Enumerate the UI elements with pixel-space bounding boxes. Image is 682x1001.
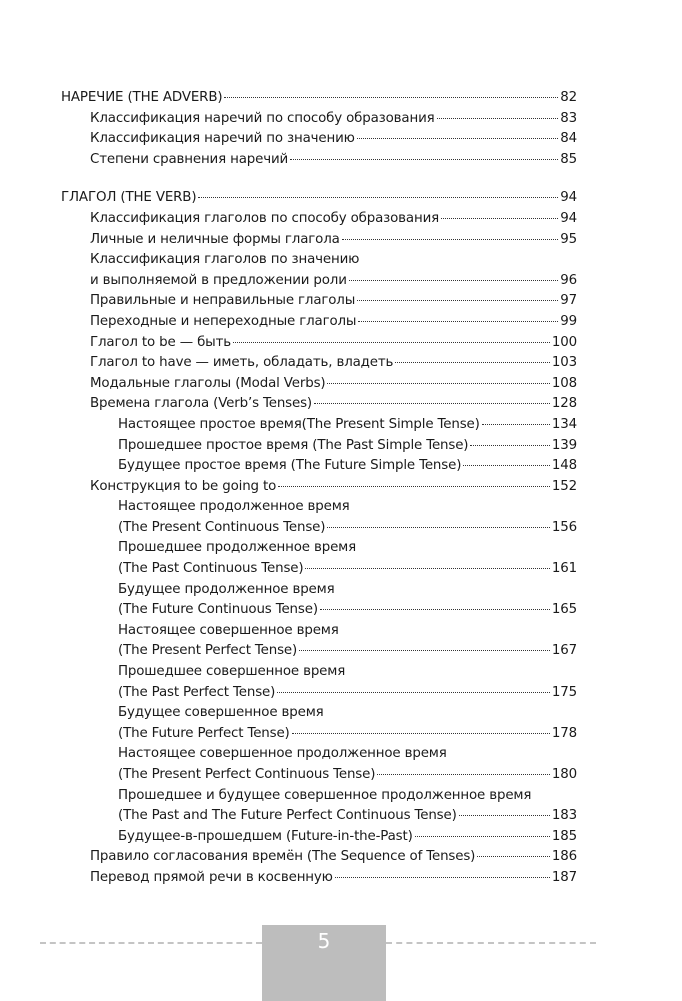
toc-entry[interactable] <box>61 827 577 848</box>
toc-entry-page: 148 <box>551 458 577 474</box>
toc-entry-title: Модальные глаголы (Modal Verbs) <box>90 375 326 391</box>
toc-entry[interactable] <box>61 436 577 457</box>
toc-entry-page: 156 <box>551 519 577 535</box>
toc-entry-title: Будущее простое время (The Future Simple Tense) <box>118 458 462 474</box>
toc-entry[interactable] <box>61 415 577 436</box>
page-number-box <box>262 925 386 1001</box>
dot-leader <box>327 527 550 528</box>
toc-entry-page: 94 <box>560 190 577 206</box>
toc-entry[interactable] <box>61 600 577 621</box>
toc-entry[interactable] <box>61 150 577 171</box>
toc-section <box>61 88 577 170</box>
dot-leader <box>358 321 558 322</box>
toc-entry[interactable] <box>61 312 577 333</box>
dot-leader <box>342 239 559 240</box>
toc-entry-page: 128 <box>551 396 577 412</box>
toc-entry[interactable] <box>61 559 577 580</box>
toc-entry[interactable] <box>61 230 577 251</box>
toc-entry-title: Личные и неличные формы глагола <box>90 231 340 247</box>
toc-entry-title: (The Present Continuous Tense) <box>118 519 326 535</box>
toc-entry-page: 186 <box>551 849 577 865</box>
toc-entry-lead-line: Прошедшее и будущее совершенное продолженное время <box>118 787 532 803</box>
toc-entry[interactable] <box>61 477 577 498</box>
dot-leader <box>320 609 550 610</box>
dot-leader <box>395 362 550 363</box>
dot-leader <box>357 300 558 301</box>
toc-entry-page: 82 <box>560 90 577 105</box>
dot-leader <box>198 197 558 198</box>
toc-entry[interactable] <box>61 129 577 150</box>
dot-leader <box>463 465 550 466</box>
toc-entry-page: 103 <box>551 355 577 371</box>
dot-leader <box>224 97 558 98</box>
toc-entry-title: Перевод прямой речи в косвенную <box>90 869 333 885</box>
toc-entry-lead-line: Будущее совершенное время <box>118 705 324 721</box>
dot-leader <box>357 138 558 139</box>
toc-entry-page: 84 <box>560 131 577 147</box>
dot-leader <box>299 650 550 651</box>
toc-entry-title: Классификация наречий по способу образования <box>90 110 435 126</box>
toc-entry[interactable] <box>61 291 577 312</box>
dot-leader <box>292 733 550 734</box>
toc-entry-page: 97 <box>560 293 577 309</box>
toc-entry-lead-line: Настоящее совершенное продолженное время <box>118 746 447 762</box>
toc-chapter-entry[interactable] <box>61 88 577 109</box>
toc-entry[interactable] <box>61 518 577 539</box>
toc-entry-lead-line: Настоящее продолженное время <box>118 499 350 515</box>
toc-entry-title: Переходные и непереходные глаголы <box>90 313 357 329</box>
toc-entry-page: 183 <box>551 808 577 824</box>
dot-leader <box>415 836 550 837</box>
toc-entry-title: Классификация глаголов по способу образования <box>90 210 440 226</box>
toc-entry-page: 187 <box>551 869 577 885</box>
toc-entry-page: 161 <box>551 561 577 577</box>
toc-entry[interactable] <box>61 765 577 786</box>
page-footer <box>0 925 682 1001</box>
table-of-contents <box>61 88 577 907</box>
toc-entry-title: НАРЕЧИЕ (THE ADVERB) <box>61 90 223 105</box>
toc-entry-page: 108 <box>551 375 577 391</box>
toc-entry[interactable] <box>61 847 577 868</box>
toc-entry-title: Прошедшее простое время (The Past Simple Tense) <box>118 437 469 453</box>
toc-section <box>61 188 577 888</box>
toc-entry[interactable] <box>61 806 577 827</box>
toc-entry-page: 96 <box>560 272 577 288</box>
toc-entry[interactable] <box>61 374 577 395</box>
toc-entry[interactable] <box>61 394 577 415</box>
toc-chapter-entry[interactable] <box>61 188 577 209</box>
toc-entry-page: 175 <box>551 684 577 700</box>
dot-leader <box>377 774 550 775</box>
dot-leader <box>477 856 550 857</box>
toc-entry-page: 152 <box>551 478 577 494</box>
dot-leader <box>482 424 550 425</box>
toc-entry-page: 185 <box>551 828 577 844</box>
toc-entry[interactable] <box>61 109 577 130</box>
toc-entry-lead-line: Классификация глаголов по значению <box>90 252 360 268</box>
toc-entry-title: (The Past Continuous Tense) <box>118 561 304 577</box>
toc-entry-title: (The Past Perfect Tense) <box>118 684 276 700</box>
toc-entry-page: 100 <box>551 334 577 350</box>
dot-leader <box>277 692 550 693</box>
toc-entry[interactable] <box>61 683 577 704</box>
toc-entry[interactable] <box>61 333 577 354</box>
dot-leader <box>278 486 550 487</box>
toc-entry-title: (The Past and The Future Perfect Continuous Tense) <box>118 808 457 824</box>
toc-entry-lead-line: Прошедшее продолженное время <box>118 540 357 556</box>
toc-entry[interactable] <box>61 209 577 230</box>
toc-entry[interactable] <box>61 641 577 662</box>
dot-leader <box>459 815 550 816</box>
dot-leader <box>305 568 549 569</box>
toc-entry-lead-line: Настоящее совершенное время <box>118 622 339 638</box>
toc-entry-title: (The Present Perfect Tense) <box>118 643 298 659</box>
toc-entry-lead-line: Прошедшее совершенное время <box>118 664 346 680</box>
toc-entry-title: (The Future Perfect Tense) <box>118 725 290 741</box>
toc-entry-page: 94 <box>560 210 577 226</box>
toc-entry-page: 167 <box>551 643 577 659</box>
toc-entry-title: Классификация наречий по значению <box>90 131 355 147</box>
toc-entry-title: Будущее-в-прошедшем (Future-in-the-Past) <box>118 828 413 844</box>
toc-entry-title: Правило согласования времён (The Sequence of Tenses) <box>90 849 476 865</box>
dot-leader <box>349 280 558 281</box>
toc-entry-title: Глагол to have — иметь, обладать, владеть <box>90 355 394 371</box>
toc-entry-title: Степени сравнения наречий <box>90 151 289 167</box>
toc-entry-page: 134 <box>551 416 577 432</box>
toc-entry-title: Глагол to be — быть <box>90 334 231 350</box>
toc-entry-lead-line: Будущее продолженное время <box>118 581 335 597</box>
toc-entry[interactable] <box>61 724 577 745</box>
toc-entry-title: ГЛАГОЛ (THE VERB) <box>61 190 197 206</box>
footer-dash-left <box>40 942 262 944</box>
toc-entry-title: (The Future Continuous Tense) <box>118 602 318 618</box>
dot-leader <box>233 342 550 343</box>
dot-leader <box>437 118 559 119</box>
toc-entry[interactable] <box>61 868 577 889</box>
toc-entry-title: Настоящее простое время(The Present Simple Tense) <box>118 416 480 432</box>
dot-leader <box>441 218 558 219</box>
toc-entry-page: 165 <box>551 602 577 618</box>
footer-dash-right <box>386 942 596 944</box>
dot-leader <box>470 445 550 446</box>
toc-entry-page: 85 <box>560 151 577 167</box>
page-number: 5 <box>317 929 331 953</box>
toc-entry[interactable] <box>61 271 577 292</box>
toc-entry-title: Времена глагола (Verb’s Tenses) <box>90 396 313 412</box>
toc-entry-page: 99 <box>560 313 577 329</box>
toc-entry-page: 178 <box>551 725 577 741</box>
toc-entry-page: 83 <box>560 110 577 126</box>
toc-entry-page: 139 <box>551 437 577 453</box>
dot-leader <box>335 877 550 878</box>
toc-entry[interactable] <box>61 456 577 477</box>
dot-leader <box>327 383 549 384</box>
toc-entry-title: Правильные и неправильные глаголы <box>90 293 356 309</box>
toc-entry-title: (The Present Perfect Continuous Tense) <box>118 767 376 782</box>
dot-leader <box>290 159 558 160</box>
dot-leader <box>314 403 550 404</box>
toc-entry-title: и выполняемой в предложении роли <box>90 272 347 288</box>
toc-entry-page: 180 <box>551 767 577 782</box>
toc-entry-title: Конструкция to be going to <box>90 478 277 494</box>
toc-entry-page: 95 <box>560 231 577 247</box>
toc-entry[interactable] <box>61 353 577 374</box>
